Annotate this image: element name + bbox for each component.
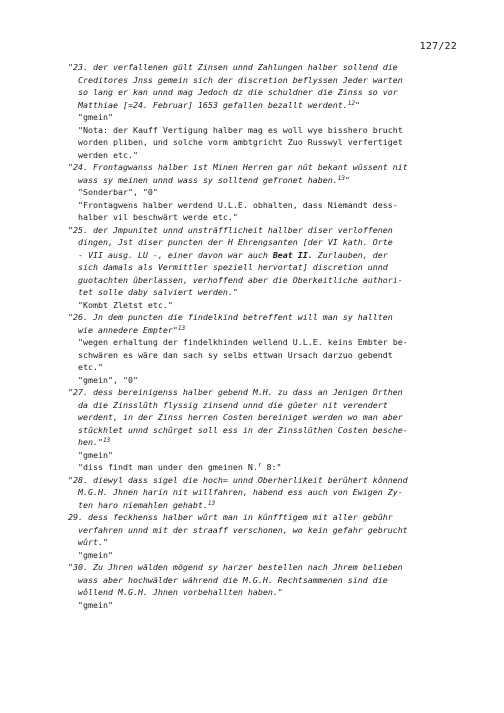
text-line (68, 311, 458, 324)
text-line (68, 386, 458, 399)
line-text: so lang er kan unnd mag Jedoch dz die schuldner die Zinss so vor (78, 87, 398, 97)
line-text: hen." (78, 437, 103, 447)
page-number: 127/22 (419, 41, 457, 52)
text-line (68, 574, 458, 587)
text-line (68, 161, 458, 174)
line-text: wie annedere Empter" (78, 324, 178, 335)
line-text: "wegen erhaltung der findelkhinden wellend U.L.E. keins Embter be- (78, 337, 408, 347)
line-text: M.G.H. Jhnen harin nit willfahren, habend ess auch von Ewigen Zy- (78, 487, 403, 497)
text-line (68, 174, 458, 187)
text-line (68, 149, 458, 162)
footnote-marker: r (257, 462, 262, 469)
line-text: werden etc." (78, 149, 138, 160)
text-line (68, 436, 458, 449)
text-line (68, 111, 458, 124)
text-line (68, 549, 458, 562)
line-text: "gmein" (78, 599, 113, 610)
text-line (68, 511, 458, 524)
text-line (68, 324, 458, 337)
footnote-marker: 12 (347, 99, 355, 107)
line-text: ten haro niemahlen gehabt. (78, 499, 208, 510)
line-text: "gmein" (78, 549, 113, 560)
text-line (68, 586, 458, 599)
text-line (68, 336, 458, 349)
line-text-tail: Zurlauben, der (312, 249, 388, 260)
line-text-tail: " (354, 99, 360, 110)
text-line (68, 211, 458, 224)
line-text: werdent, in der Zinss herren Costen bereiniget werden wo man aber (78, 412, 403, 422)
line-text: 29. dess feckhenss halber wûrt man in kûnfftigem mit aller gebûhr (68, 512, 393, 522)
text-line (68, 61, 458, 74)
text-line (68, 449, 458, 462)
line-text: "gmein" (78, 112, 113, 122)
line-text: "Kombt Zletst etc." (78, 299, 173, 310)
text-line (68, 286, 458, 299)
line-text: "27. dess bereinigenss halber gebend M.H. zu dass an Jenigen Orthen (68, 387, 403, 397)
footnote-marker: 13 (207, 499, 216, 507)
text-line (68, 524, 458, 537)
line-text: guotachten ûberlassen, verhoffend aber die Oberkeitliche authori- (78, 274, 403, 285)
line-text: "23. der verfallenen gült Zinsen unnd Zahlungen halber sollend die (68, 62, 398, 72)
line-text: wass aber hochwälder während die M.G.H. Rechtsammenen sind die (78, 574, 388, 585)
text-line (68, 74, 458, 87)
footnote-marker: 13 (337, 174, 345, 182)
line-text-tail: " (344, 174, 350, 185)
line-text: "28. diewyl dass sigel die hoch= unnd Oberherlikeit berûhert kônnend (68, 474, 408, 485)
line-text: dingen, Jst diser puncten der H Ehrengsanten [der VI kath. Orte (78, 237, 393, 247)
line-text: "diss findt man under den gmeinen N. (78, 462, 258, 472)
text-line (68, 136, 458, 149)
text-line (68, 274, 458, 287)
document-body (68, 61, 458, 611)
line-text: tet solle daby salviert werden." (78, 287, 238, 297)
line-text: "gmein", "0" (78, 374, 138, 385)
footnote-marker: 13 (102, 437, 111, 444)
line-text: wûrt." (78, 537, 108, 547)
line-text: "Nota: der Kauff Vertigung halber mag es woll wye bisshero brucht (78, 124, 403, 135)
text-line (68, 124, 458, 137)
line-text-tail: 8:" (261, 462, 282, 472)
line-text: wass sy meinen unnd wass sy solltend gefronet haben. (78, 174, 338, 185)
text-line (68, 536, 458, 549)
line-text: "24. Frontagwanss halber ist Minen Herren gar nût bekant wûssent nit (68, 162, 408, 172)
line-text: "Sonderbar", "0" (78, 187, 158, 197)
text-line (68, 399, 458, 412)
text-line (68, 499, 458, 512)
footnote-marker: 13 (177, 324, 186, 332)
text-line (68, 486, 458, 499)
line-text: wôllend M.G.H. Jhnen vorbehallten haben." (78, 587, 283, 597)
text-line (68, 186, 458, 199)
line-text: "25. der Jmpunitet unnd unsträfflicheit hallber diser verloffenen (68, 224, 393, 235)
text-line (68, 374, 458, 387)
line-text: etc." (78, 362, 103, 372)
line-text: da die Zinsslûth flyssig zinsend unnd die gûeter nit verendert (78, 399, 388, 410)
text-line (68, 411, 458, 424)
line-text: "26. Jn dem puncten die findelkind betreffent will man sy hallten (68, 312, 393, 322)
line-text: stûckhlet unnd schûrget soll ess in der Zinsslûthen Costen besche- (78, 424, 408, 435)
line-text: Creditores Jnss gemein sich der discretion beflyssen Jeder warten (78, 74, 403, 85)
text-line (68, 599, 458, 612)
text-line (68, 224, 458, 237)
text-line (68, 99, 458, 112)
text-line (68, 199, 458, 212)
text-line (68, 361, 458, 374)
line-text: Matthiae [=24. Februar] 1653 gefallen bezallt werdent. (78, 99, 348, 110)
text-line (68, 236, 458, 249)
text-line (68, 424, 458, 437)
line-text: "30. Zu Jhren wälden mögend sy harzer bestellen nach Jhrem belieben (68, 562, 403, 572)
text-line (68, 349, 458, 362)
text-line (68, 299, 458, 312)
bold-name: Beat II. (272, 249, 313, 260)
text-line (68, 86, 458, 99)
text-line (68, 261, 458, 274)
text-line (68, 249, 458, 262)
line-text: "gmein" (78, 449, 113, 460)
text-line (68, 461, 458, 474)
line-text: - VII ausg. LU -, einer davon war auch (78, 249, 273, 260)
line-text: halber vil beschwärt werde etc." (78, 212, 238, 222)
text-line (68, 474, 458, 487)
line-text: worden pliben, und solche vorm ambtgricht Zuo Russwyl verfertiget (78, 137, 403, 147)
line-text: sich damals als Vermittler speziell hervortat] discretion unnd (78, 262, 388, 272)
text-line (68, 561, 458, 574)
line-text: "Frontagwens halber werdend U.L.E. obhalten, dass Niemandt dess- (78, 199, 398, 210)
line-text: schwären es wäre dan sach sy selbs ettwan Ursach darzuo gebendt (78, 349, 393, 360)
line-text: verfahren unnd mit der straaff verschonen, wo kein gefahr gebrucht (78, 524, 408, 535)
